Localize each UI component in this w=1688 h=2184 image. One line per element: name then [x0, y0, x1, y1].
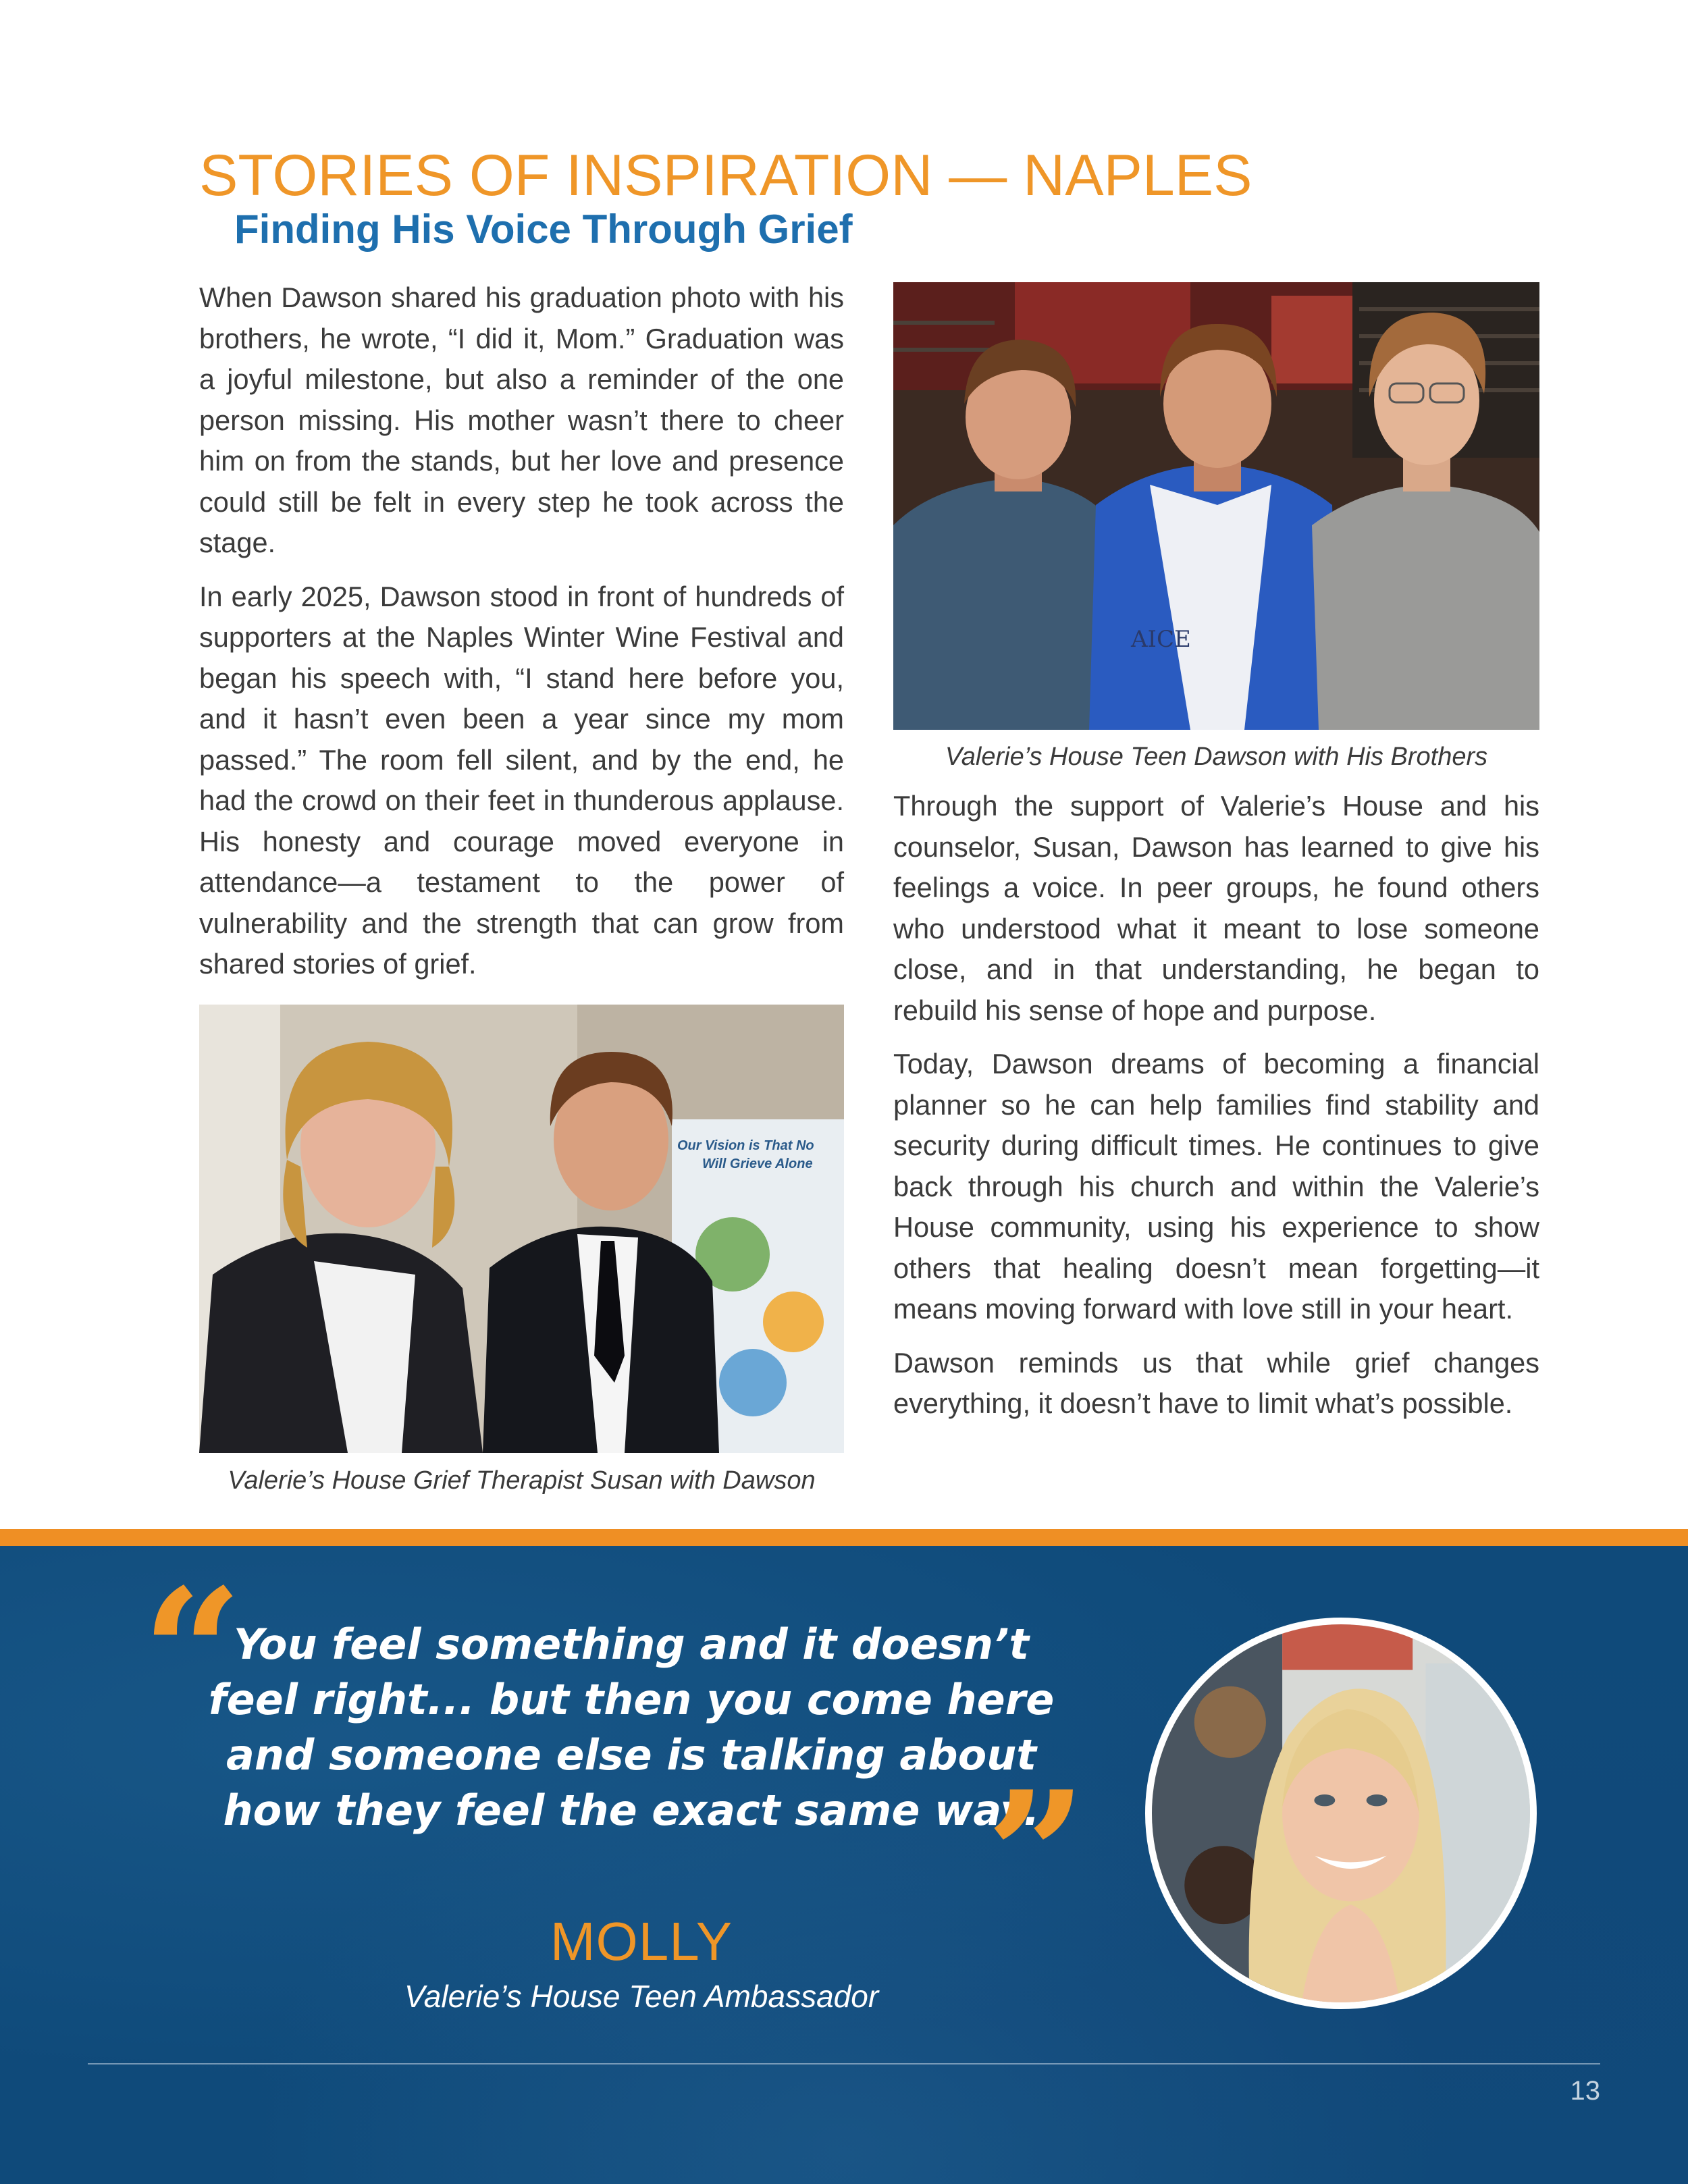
photo-susan-dawson-illustration	[199, 1005, 844, 1453]
photo-susan-dawson	[199, 1005, 844, 1453]
paragraph: Today, Dawson dreams of becoming a financial planner so he can help families find stability and security during difficult times. He continues to give back through his church and within the Valerie’s House community, using his experience to show others that healing doesn’t mean forgetting—it means moving forward with love still in your heart.	[893, 1048, 1539, 1325]
left-column-text	[199, 277, 844, 998]
page-title: STORIES OF INSPIRATION — NAPLES	[199, 143, 1252, 208]
open-quote-icon: “	[142, 1551, 243, 1757]
right-column-text	[893, 786, 1539, 1437]
photo-dawson-brothers-illustration	[893, 282, 1539, 730]
paragraph: When Dawson shared his graduation photo with his brothers, he wrote, “I did it, Mom.” Graduation was a joyful milestone, but also a reminder of the one person missing. His mother wasn’t there to cheer him on from the stands, but her love and presence could still be felt in every step he took across the stage.	[199, 282, 844, 558]
close-quote-icon: ”	[986, 1753, 1087, 1959]
orange-divider	[0, 1529, 1688, 1546]
quote-author-role: Valerie’s House Teen Ambassador	[404, 1979, 879, 2014]
paragraph: Dawson reminds us that while grief changes everything, it doesn’t have to limit what’s possible.	[893, 1346, 1539, 1419]
quote-author-name: MOLLY	[550, 1911, 733, 1971]
molly-portrait-illustration	[1152, 1624, 1530, 2002]
quote-text: You feel something and it doesn’t feel right... but then you come here and someone else is talking about how they feel the exact same way.	[208, 1620, 1055, 1835]
story-subtitle: Finding His Voice Through Grief	[234, 207, 853, 252]
stole-text: AICE	[1131, 626, 1191, 653]
caption-dawson-brothers: Valerie’s House Teen Dawson with His Brothers	[945, 743, 1488, 771]
photo-dawson-brothers	[893, 282, 1539, 730]
banner-text-2: Will Grieve Alone	[702, 1156, 813, 1171]
paragraph: Through the support of Valerie’s House and his counselor, Susan, Dawson has learned to give his feelings a voice. In peer groups, he found others who understood what it meant to lose someone close, and in that understanding, he began to rebuild his sense of hope and purpose.	[893, 790, 1539, 1026]
footer-rule	[88, 2063, 1600, 2065]
paragraph: In early 2025, Dawson stood in front of hundreds of supporters at the Naples Winter Wine Festival and began his speech with, “I stand here before you, and it hasn’t even been a year since my mom passed.” The room fell silent, and by the end, he had the crowd on their feet in thunderous applause. His honesty and courage moved everyone in attendance—a testament to the power of vulnerability and the strength that can grow from shared stories of grief.	[199, 580, 844, 980]
page-number: 13	[1570, 2076, 1600, 2106]
banner-text-1: Our Vision is That No	[677, 1138, 814, 1153]
molly-portrait	[1145, 1618, 1537, 2009]
caption-susan-dawson: Valerie’s House Grief Therapist Susan with Dawson	[228, 1466, 816, 1495]
